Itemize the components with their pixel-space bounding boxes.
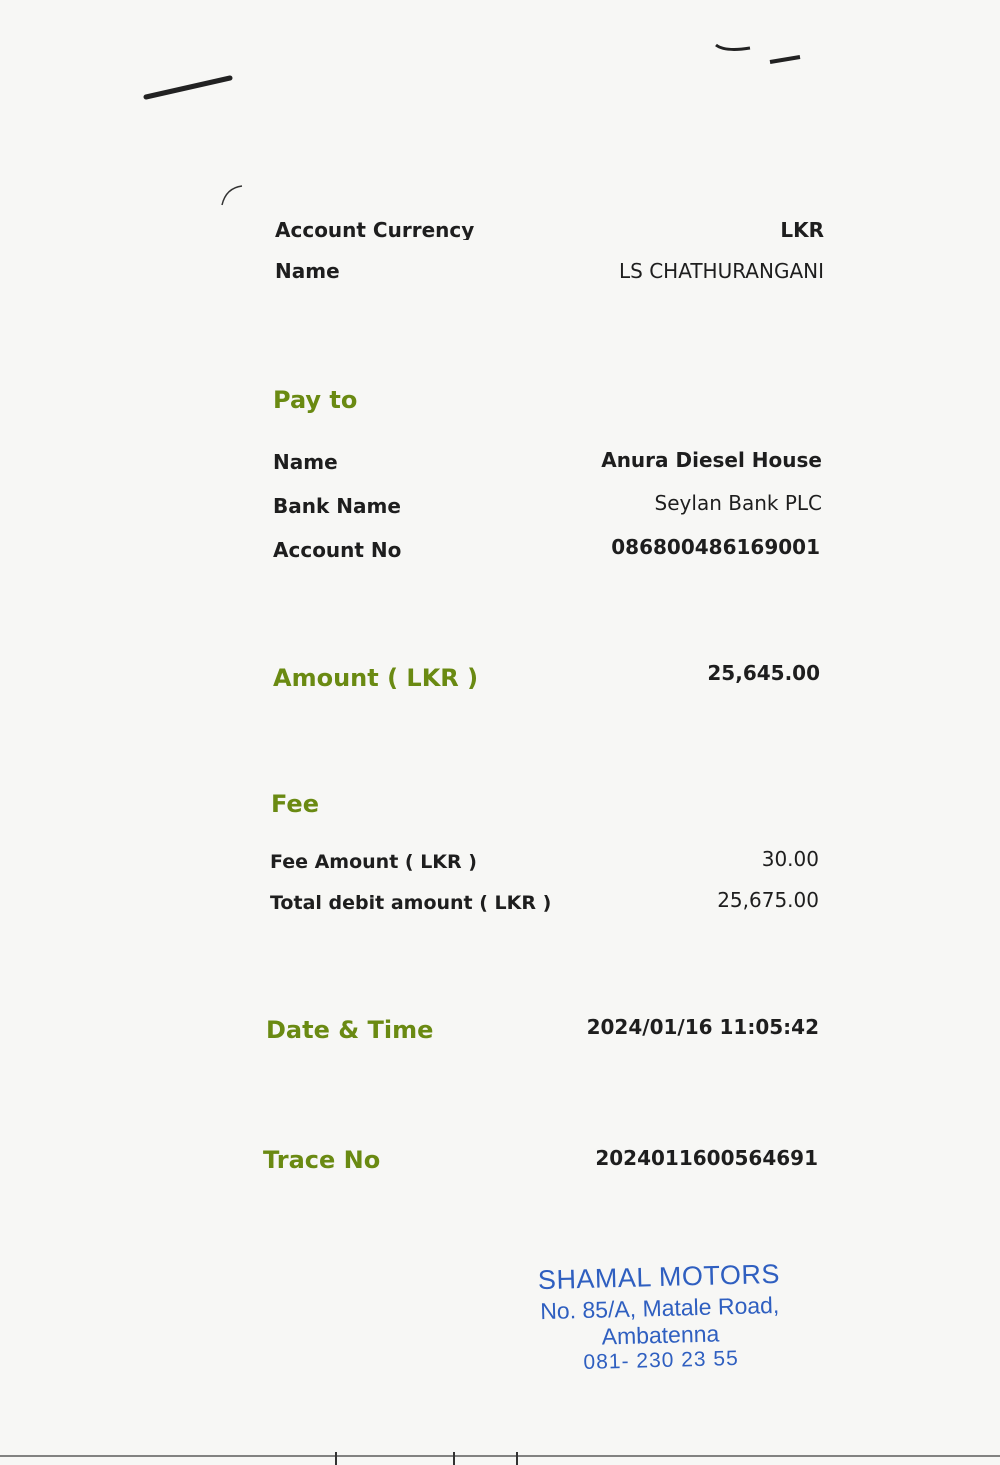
- account-currency-label: Account Currency: [275, 218, 475, 240]
- payee-name-value: Anura Diesel House: [601, 448, 822, 472]
- stamp-address: No. 85/A, Matale Road,: [539, 1291, 780, 1325]
- pay-to-heading: Pay to: [273, 386, 358, 414]
- datetime-label: Date & Time: [266, 1016, 434, 1044]
- total-debit-value: 25,675.00: [717, 888, 819, 912]
- amount-value: 25,645.00: [707, 661, 820, 685]
- bottom-tick: [516, 1452, 518, 1465]
- trace-value: 2024011600564691: [595, 1146, 818, 1170]
- stamp-town: Ambatenna: [601, 1320, 720, 1350]
- bottom-rule: [0, 1455, 1000, 1457]
- fee-amount-label: Fee Amount ( LKR ): [270, 851, 477, 873]
- payee-name-label: Name: [273, 450, 338, 474]
- datetime-value: 2024/01/16 11:05:42: [586, 1015, 819, 1039]
- trace-label: Trace No: [263, 1146, 381, 1174]
- amount-label: Amount ( LKR ): [273, 664, 479, 692]
- fee-amount-value: 30.00: [761, 847, 819, 871]
- account-name-label: Name: [275, 259, 340, 283]
- shop-stamp: [514, 1258, 807, 1377]
- fee-heading: Fee: [271, 790, 319, 818]
- stamp-phone: 081- 230 23 55: [583, 1346, 740, 1375]
- total-debit-label: Total debit amount ( LKR ): [270, 892, 552, 914]
- bank-name-value: Seylan Bank PLC: [654, 491, 822, 515]
- bottom-tick: [335, 1452, 337, 1465]
- account-no-label: Account No: [273, 538, 402, 562]
- bank-name-label: Bank Name: [273, 494, 401, 518]
- bottom-tick: [453, 1452, 455, 1465]
- account-name-value: LS CHATHURANGANI: [619, 259, 824, 283]
- stamp-shop-name: SHAMAL MOTORS: [537, 1258, 781, 1296]
- account-no-value: 086800486169001: [611, 535, 820, 559]
- account-currency-value: LKR: [780, 218, 824, 240]
